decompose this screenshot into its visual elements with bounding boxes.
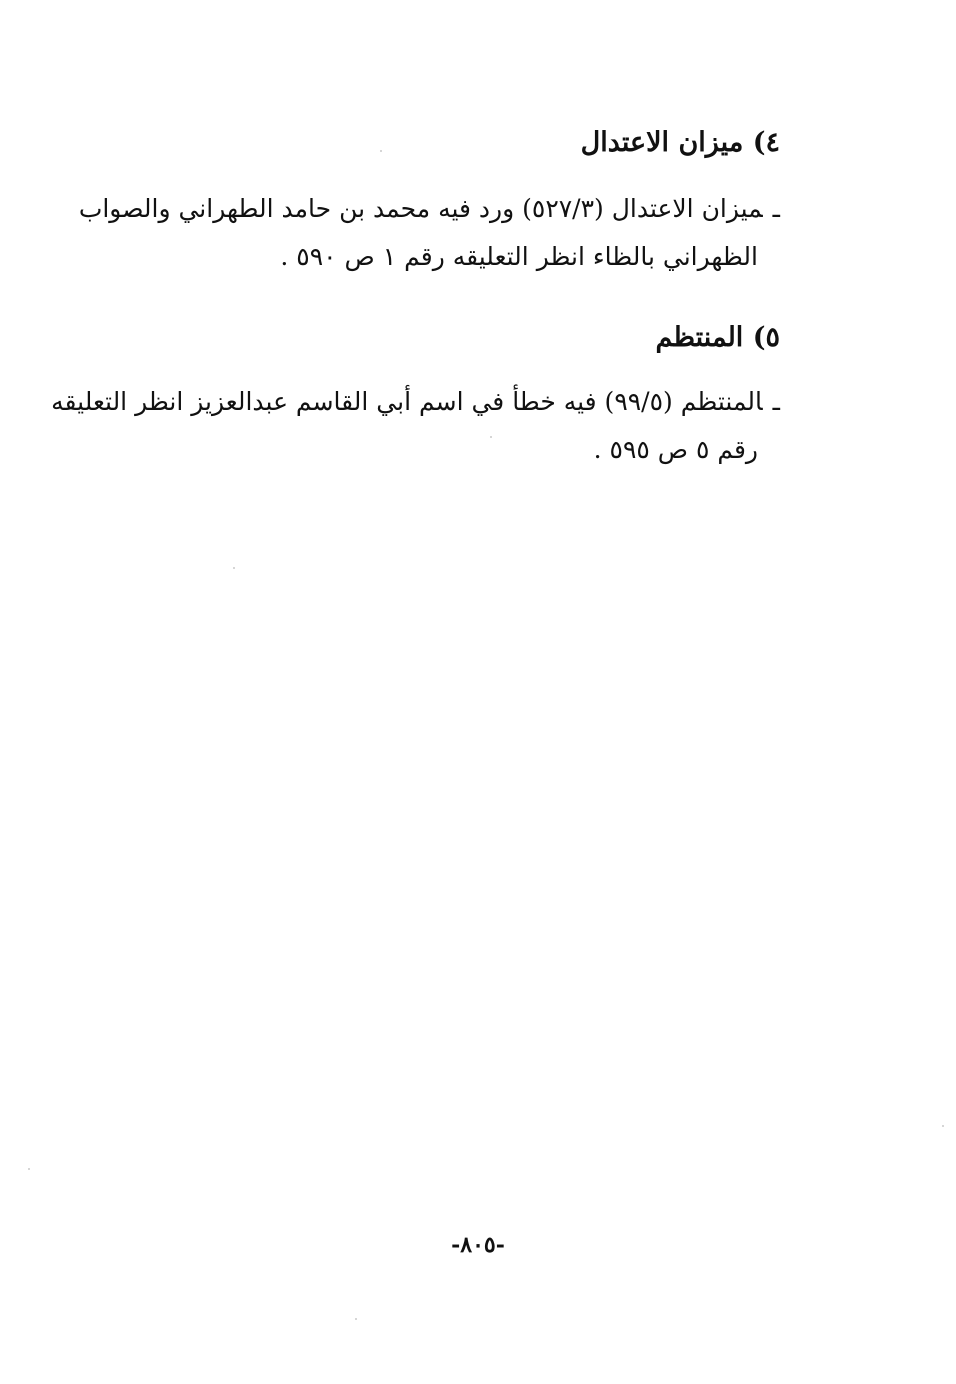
bullet-dash: ـ [772,194,780,223]
scan-speck [380,150,382,152]
paragraph-text: ميزان الاعتدال (٥٢٧/٣) ورد فيه محمد بن حامد الطهراني والصواب [78,194,763,223]
bullet-dash: ـ [772,387,780,416]
scan-speck [942,1125,944,1127]
paragraph-muntazam [51,378,780,474]
scan-speck [490,436,492,438]
paragraph-text: رقم ٥ ص ٥٩٥ . [593,435,758,464]
scan-speck [233,567,235,569]
paragraph-text: الظهراني بالظاء انظر التعليقه رقم ١ ص ٥٩٠ . [280,242,758,271]
paragraph-line [51,378,780,426]
paragraph-text: المنتظم (٩٩/٥) فيه خطأ في اسم أبي القاسم عبدالعزيز انظر التعليقه [51,387,763,416]
paragraph-line [78,185,780,233]
section-heading-muntazam: ٥) المنتظم [655,322,780,353]
page-number: -٨٠٥- [451,1232,505,1258]
paragraph-mizan [78,185,780,281]
section-heading-mizan: ٤) ميزان الاعتدال [580,127,780,158]
scan-speck [28,1168,30,1170]
scan-speck [355,1318,357,1320]
